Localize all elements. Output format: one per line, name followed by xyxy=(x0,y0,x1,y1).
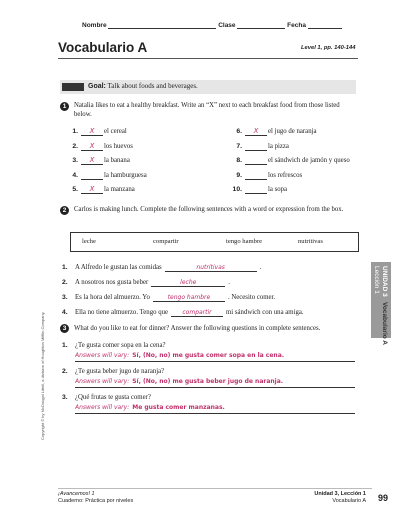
title-rule xyxy=(58,58,358,59)
answer-blank[interactable]: X xyxy=(81,156,103,165)
item-number: 9. xyxy=(236,171,242,179)
item-number: 3. xyxy=(62,394,68,401)
copyright-notice: Copyright © by McDougal Littell, a division of Houghton Mifflin Company. xyxy=(40,311,45,440)
item-label: la manzana xyxy=(104,186,135,193)
checklist-item xyxy=(66,156,130,165)
word-bank xyxy=(70,232,359,252)
section-3-instructions: What do you like to eat for dinner? Answer the following questions in complete sentences. xyxy=(74,325,321,332)
word-bank-item: nutritivas xyxy=(298,238,323,245)
fill-in-item xyxy=(62,308,304,317)
item-number: 1. xyxy=(72,128,78,135)
sentence-end: . Necesito comer. xyxy=(227,294,276,301)
answer-blank[interactable]: nutritivas xyxy=(165,263,257,272)
item-label: la banana xyxy=(104,157,130,164)
answer-prefix: Answers will vary: xyxy=(75,378,130,385)
item-number: 1. xyxy=(62,264,68,271)
question-item xyxy=(62,393,151,402)
answer-line[interactable] xyxy=(75,378,355,388)
clase-label: Clase xyxy=(218,22,236,29)
checklist-item xyxy=(230,185,287,194)
checklist-item xyxy=(230,156,350,165)
answer-blank[interactable]: tengo hambre xyxy=(153,293,225,302)
word-bank-item: compartir xyxy=(153,238,179,245)
student-info-header xyxy=(82,22,342,29)
answer-blank[interactable]: X xyxy=(245,127,267,136)
question-item xyxy=(62,341,165,350)
answer-prefix: Answers will vary: xyxy=(75,352,130,359)
nombre-field[interactable] xyxy=(108,28,216,29)
item-number: 3. xyxy=(72,157,78,164)
footer-rule xyxy=(58,488,372,489)
answer-blank[interactable] xyxy=(245,142,267,151)
checklist-item xyxy=(66,185,135,194)
fecha-field[interactable] xyxy=(308,28,342,29)
question-text: ¿Te gusta beber jugo de naranja? xyxy=(75,368,165,375)
page-title: Vocabulario A xyxy=(58,40,148,55)
item-label: el sándwich de jamón y queso xyxy=(268,157,350,164)
fill-in-item xyxy=(62,278,230,287)
item-label: el cereal xyxy=(104,128,127,135)
answer-text: Sí, (No, no) me gusta comer sopa en la cena. xyxy=(132,352,285,359)
checklist-item xyxy=(66,171,147,180)
section-1-number: 1 xyxy=(60,102,69,111)
item-number: 8. xyxy=(236,157,242,164)
checklist-item xyxy=(66,142,133,151)
checklist-item xyxy=(230,127,317,136)
question-text: ¿Qué frutas te gusta comer? xyxy=(75,394,151,401)
answer-blank[interactable]: compartir xyxy=(171,308,223,317)
goal-text: Talk about foods and beverages. xyxy=(107,82,198,90)
footer-book-subtitle: Cuaderno: Práctica por niveles xyxy=(58,498,134,504)
answer-blank[interactable]: X xyxy=(81,127,103,136)
item-number: 2. xyxy=(72,142,78,150)
side-tab-section: Vocabulario A xyxy=(381,302,388,345)
answer-blank[interactable]: leche xyxy=(151,278,225,287)
answer-blank[interactable] xyxy=(245,171,267,180)
item-label: los huevos xyxy=(104,142,133,150)
answer-blank[interactable] xyxy=(245,156,267,165)
item-number: 10. xyxy=(232,186,242,193)
section-2-instructions: Carlos is making lunch. Complete the following sentences with a word or expression from the box. xyxy=(74,206,344,213)
item-label: el jugo de naranja xyxy=(268,128,317,135)
sentence-start: Ella no tiene almuerzo. Tengo que xyxy=(75,309,169,316)
item-label: la hamburguesa xyxy=(104,171,147,179)
fecha-label: Fecha xyxy=(287,22,306,29)
sentence-start: A Alfredo le gustan las comidas xyxy=(75,264,162,271)
clase-field[interactable] xyxy=(237,28,285,29)
question-item xyxy=(62,367,164,376)
item-number: 1. xyxy=(62,342,68,349)
fill-in-item xyxy=(62,293,275,302)
goal-bar xyxy=(60,80,356,94)
word-bank-item: tengo hambre xyxy=(226,238,263,245)
answer-blank[interactable] xyxy=(245,185,267,194)
answer-blank[interactable] xyxy=(81,171,103,180)
item-number: 2. xyxy=(62,368,68,375)
answer-blank[interactable]: X xyxy=(81,142,103,151)
item-number: 6. xyxy=(236,128,242,135)
answer-text: Sí, (No, no) me gusta beber jugo de naranja. xyxy=(132,378,284,385)
item-number: 4. xyxy=(62,309,68,316)
nombre-label: Nombre xyxy=(82,22,107,29)
answer-line[interactable] xyxy=(75,404,355,414)
footer-unit-lesson: Unidad 3, Lección 1 xyxy=(314,491,366,497)
word-bank-item: leche xyxy=(82,238,96,245)
sentence-end: . xyxy=(228,279,230,286)
goal-tag-icon xyxy=(62,83,84,91)
item-number: 2. xyxy=(62,279,68,286)
answer-line[interactable] xyxy=(75,352,355,362)
item-label: los refrescos xyxy=(268,171,303,179)
footer-section: Vocabulario A xyxy=(332,498,366,504)
checklist-item xyxy=(230,171,302,180)
answer-blank[interactable]: X xyxy=(81,185,103,194)
sentence-start: Es la hora del almuerzo. Yo xyxy=(75,294,150,301)
checklist-item xyxy=(230,142,289,151)
item-number: 5. xyxy=(72,186,78,193)
answer-prefix: Answers will vary: xyxy=(75,404,130,411)
fill-in-item xyxy=(62,263,261,272)
section-1-instructions: Natalia likes to eat a healthy breakfast. Write an “X” next to each breakfast food from those listed below. xyxy=(74,102,340,118)
section-3-number: 3 xyxy=(60,324,69,333)
footer-book-title: ¡Avancemos! 1 xyxy=(58,491,95,497)
item-label: la sopa xyxy=(268,186,288,193)
sentence-end: . xyxy=(259,264,262,271)
item-number: 4. xyxy=(72,171,78,179)
side-tab-unit: UNIDAD 3 xyxy=(381,266,388,297)
page-number: 99 xyxy=(377,493,388,503)
item-number: 7. xyxy=(236,142,242,150)
level-reference: Level 1, pp. 140-144 xyxy=(301,45,356,51)
checklist-item xyxy=(66,127,127,136)
item-label: la pizza xyxy=(268,142,289,150)
sentence-start: A nosotros nos gusta beber xyxy=(75,279,149,286)
side-tab-lesson: Lección 1 xyxy=(373,266,380,294)
section-2-number: 2 xyxy=(60,206,69,215)
goal-label: Goal: xyxy=(88,83,106,90)
sentence-end: mi sándwich con una amiga. xyxy=(226,309,304,316)
answer-text: Me gusta comer manzanas. xyxy=(132,404,225,411)
question-text: ¿Te gusta comer sopa en la cena? xyxy=(75,342,166,349)
item-number: 3. xyxy=(62,294,68,301)
